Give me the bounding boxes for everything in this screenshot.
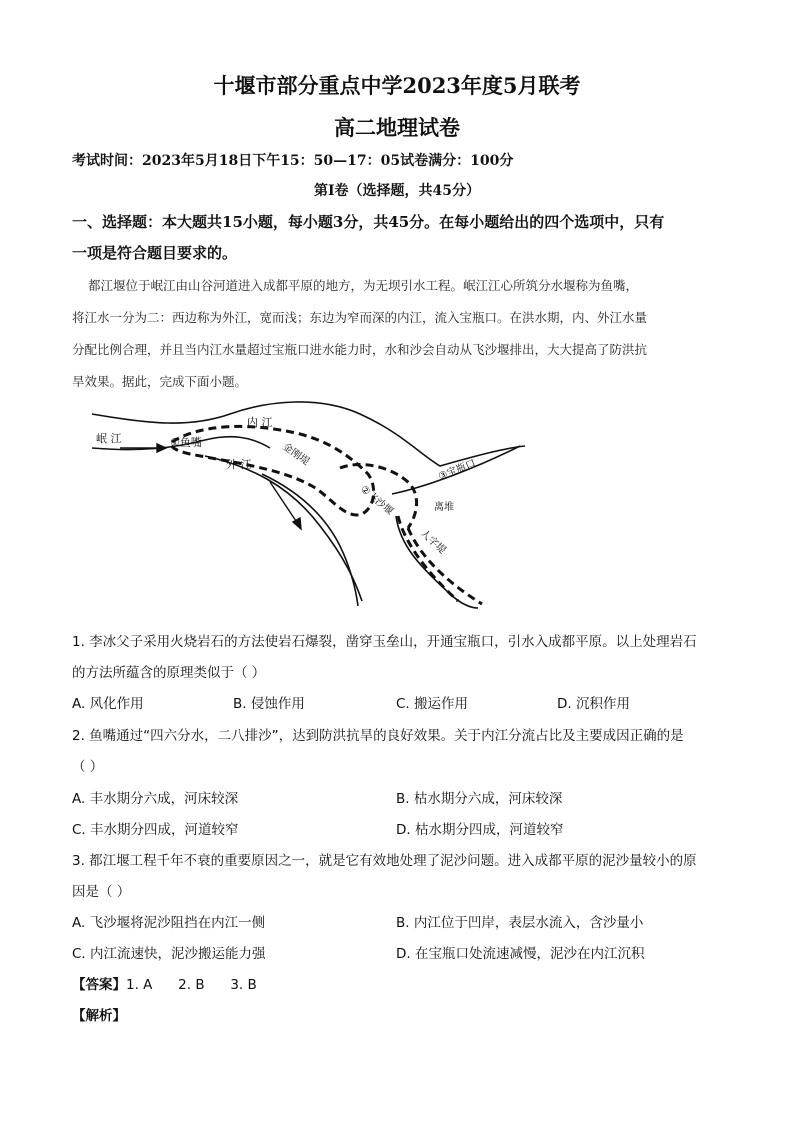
question-1-line1: 1. 李冰父子采用火烧岩石的方法使岩石爆裂，凿穿玉垒山，开通宝瓶口，引水入成都平原。以上处理岩石 xyxy=(72,634,697,650)
label-waijiang: 外 江 xyxy=(226,458,252,471)
label-renzidi: 人字堤 xyxy=(417,528,448,557)
question-1-line2: 的方法所蕴含的原理类似于（ ） xyxy=(72,665,266,681)
question-2-option-d: D. 枯水期分四成，河道较窄 xyxy=(396,822,564,838)
label-lidui: 离堆 xyxy=(434,502,454,513)
label-baopingkou: ③宝瓶口 xyxy=(437,457,478,483)
label-jingangdi: 金刚堤 xyxy=(280,441,312,468)
question-2-option-b: B. 枯水期分六成，河床较深 xyxy=(396,791,563,807)
passage-line: 分配比例合理，并且当内江水量超过宝瓶口进水能力时，水和沙会自动从飞沙堰排出，大大提高了防洪抗 xyxy=(72,342,648,357)
question-3-option-d: D. 在宝瓶口处流速减慢，泥沙在内江沉积 xyxy=(396,946,645,962)
section-instructions-line2: 一项是符合题目要求的。 xyxy=(72,244,238,262)
question-3-line2: 因是（ ） xyxy=(72,884,131,900)
label-feishayan: ②飞沙堰 xyxy=(358,483,395,518)
flow-arrow-outer xyxy=(270,482,298,524)
question-2-line1: 2. 鱼嘴通过“四六分水，二八排沙”，达到防洪抗旱的良好效果。关于内江分流占比及主要成因正确的是 xyxy=(72,728,684,744)
question-3-option-a: A. 飞沙堰将泥沙阻挡在内江一侧 xyxy=(72,915,266,931)
passage-line: 将江水一分为二：西边称为外江，宽而浅；东边为窄而深的内江，流入宝瓶口。在洪水期，内、外江水量 xyxy=(72,310,648,325)
passage-line: 旱效果。据此，完成下面小题。 xyxy=(72,374,248,389)
label-minjiang: 岷 江 xyxy=(96,432,122,445)
question-2-line2: （ ） xyxy=(72,759,104,775)
passage-line: 都江堰位于岷江由山谷河道进入成都平原的地方，为无坝引水工程。岷江江心所筑分水堰称为鱼嘴， xyxy=(88,278,639,293)
question-1-option-d: D. 沉积作用 xyxy=(557,696,630,712)
label-yuzui: ①鱼嘴 xyxy=(170,436,202,449)
question-3-line1: 3. 都江堰工程千年不衰的重要原因之一，就是它有效地处理了泥沙问题。进入成都平原的泥沙量较小的原 xyxy=(72,853,697,869)
part-title: 第Ⅰ卷（选择题，共45分） xyxy=(313,183,481,199)
analysis-label: 【解析】 xyxy=(72,1008,126,1024)
question-2-option-c: C. 丰水期分四成，河道较窄 xyxy=(72,822,239,838)
outer-river-bank-mid xyxy=(262,474,358,606)
outer-river-bank-left xyxy=(205,456,362,601)
section-instructions-line1: 一、选择题：本大题共15小题，每小题3分，共45分。在每小题给出的四个选项中，只有 xyxy=(72,213,665,231)
answer-line xyxy=(72,973,257,993)
question-1-option-c: C. 搬运作用 xyxy=(396,696,469,712)
question-2-option-a: A. 丰水期分六成，河床较深 xyxy=(72,791,239,807)
question-3-option-b: B. 内江位于凹岸，表层水流入，含沙量小 xyxy=(396,915,644,931)
answer-text: 1. A 2. B 3. B xyxy=(126,977,257,993)
exam-title: 十堰市部分重点中学2023年度5月联考 xyxy=(213,73,581,98)
label-neijiang: 内 江 xyxy=(247,416,273,429)
exam-info: 考试时间：2023年5月18日下午15：50—17：05试卷满分：100分 xyxy=(72,153,514,169)
renzidi-embankment xyxy=(408,528,482,604)
answer-label: 【答案】 xyxy=(72,977,126,993)
question-1-option-b: B. 侵蚀作用 xyxy=(233,696,305,712)
question-3-option-c: C. 内江流速快，泥沙搬运能力强 xyxy=(72,946,266,962)
dujiangyan-diagram xyxy=(0,396,794,616)
analysis-line xyxy=(72,1004,126,1024)
exam-subtitle: 高二地理试卷 xyxy=(334,115,460,140)
question-1-option-a: A. 风化作用 xyxy=(72,696,144,712)
